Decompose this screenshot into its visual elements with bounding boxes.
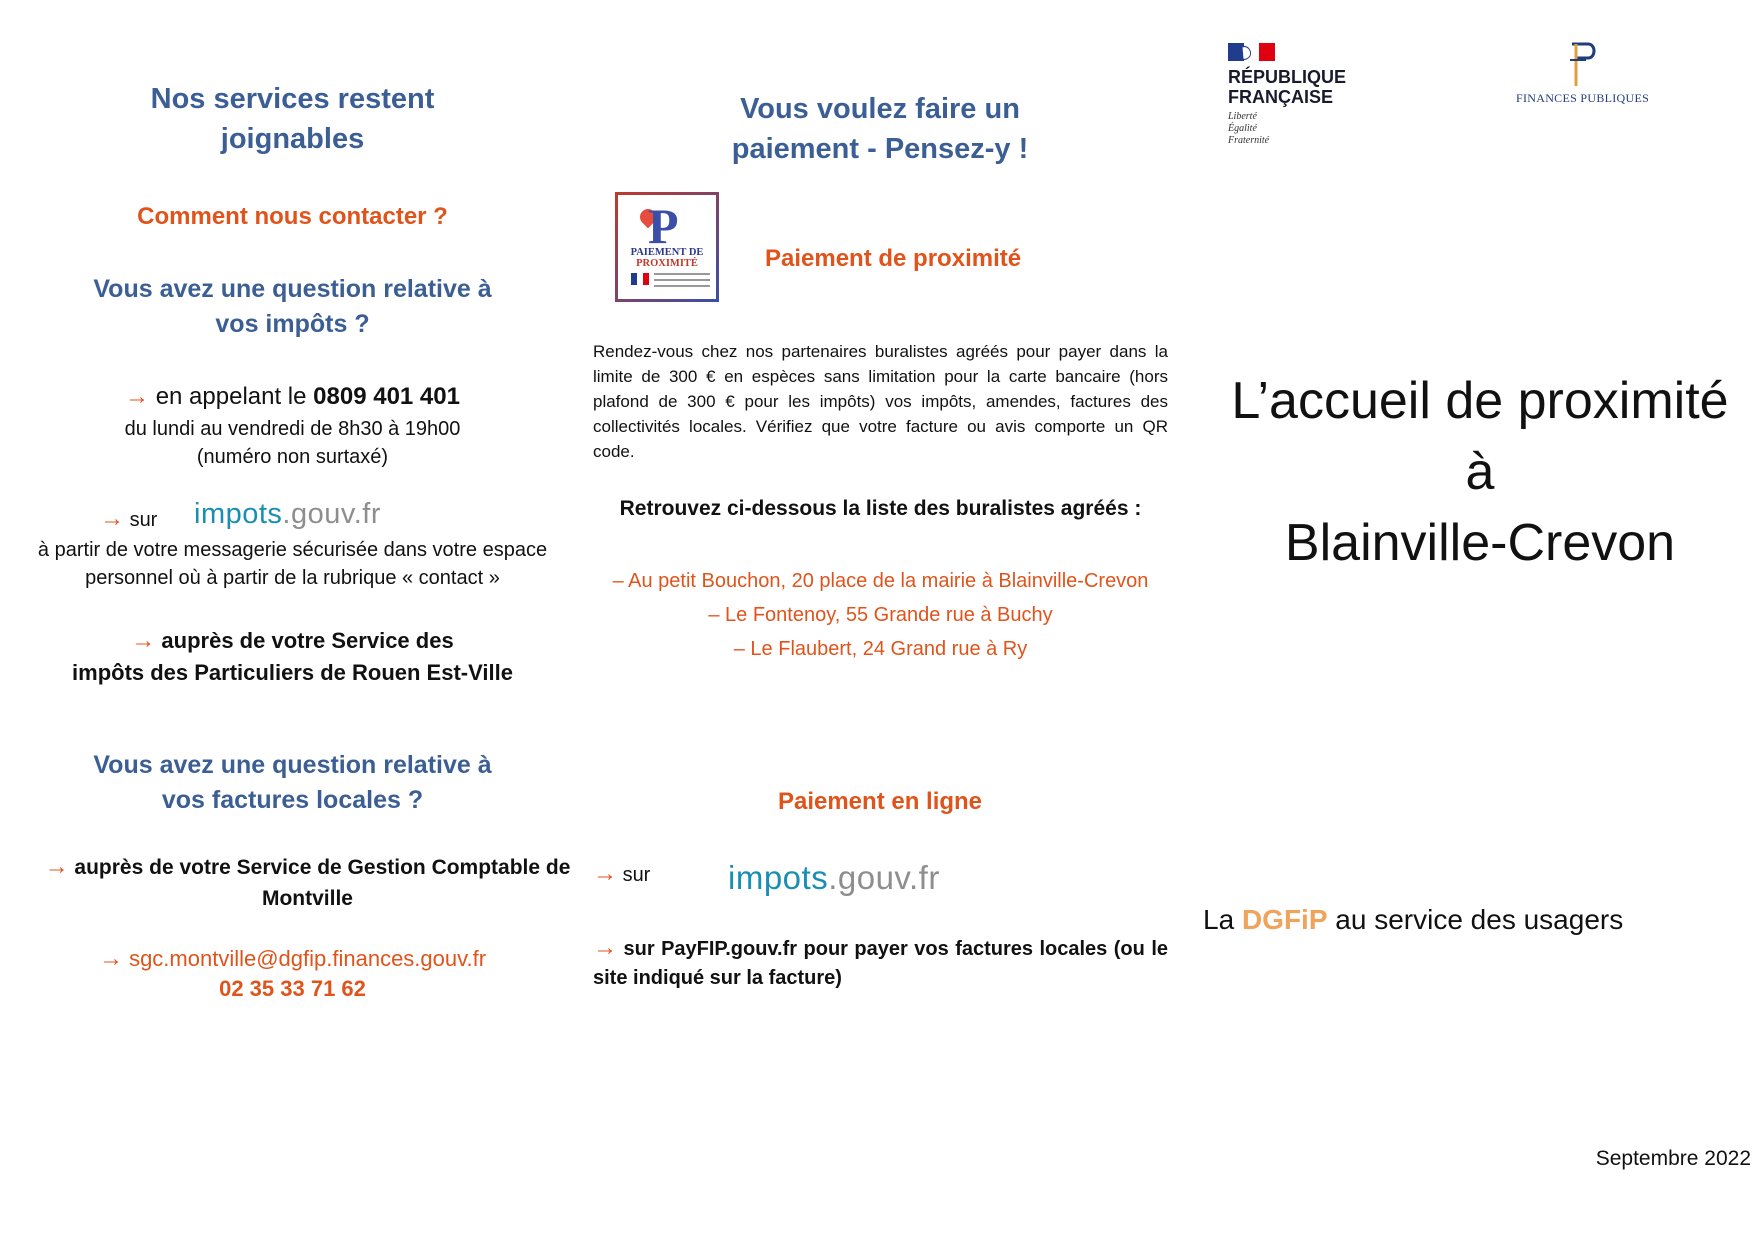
french-flag-icon xyxy=(630,273,650,285)
col1-title-line2: joignables xyxy=(220,123,365,155)
p-letter-icon: P xyxy=(648,198,679,254)
col2-title-line1: Vous voulez faire un xyxy=(740,93,1020,125)
hours: du lundi au vendredi de 8h30 à 19h00 xyxy=(124,418,461,440)
messagerie-line2: personnel où à partir de la rubrique « contact » xyxy=(85,567,500,589)
arrow-right-icon: → xyxy=(125,383,150,410)
sip-contact xyxy=(60,625,525,689)
motto-fraternite: Fraternité xyxy=(1228,135,1270,146)
impots-logo-part1: impots xyxy=(194,498,283,530)
en-ligne-heading: Paiement en ligne xyxy=(777,788,983,815)
col1-title xyxy=(60,79,525,159)
badge-label-line2: PROXIMITÉ xyxy=(636,258,698,269)
impots-gouv-logo[interactable] xyxy=(194,498,381,531)
col2-title-line2: paiement - Pensez-y ! xyxy=(731,133,1029,165)
payfip-text xyxy=(593,933,1168,993)
hours-note: (numéro non surtaxé) xyxy=(196,446,389,468)
sur-label: sur xyxy=(129,509,158,531)
sip-line2: impôts des Particuliers de Rouen Est-Ville xyxy=(72,660,513,685)
buraliste-item: – Le Flaubert, 24 Grand rue à Ry xyxy=(733,638,1028,660)
arrow-right-icon: → xyxy=(98,945,123,972)
question-factures-heading xyxy=(60,748,525,818)
sur-label: sur xyxy=(622,864,651,886)
badge-small-text xyxy=(654,273,710,275)
q1-line2: vos impôts ? xyxy=(215,310,370,338)
question-impots-heading xyxy=(60,272,525,342)
rf-line1: RÉPUBLIQUE xyxy=(1228,67,1347,87)
impots-gouv-logo[interactable] xyxy=(728,859,940,897)
republique-francaise-logo xyxy=(1228,67,1346,107)
badge-small-text xyxy=(654,279,710,281)
sip-line1: auprès de votre Service des xyxy=(161,628,454,653)
arrow-right-icon: → xyxy=(44,853,69,880)
impots-link-line xyxy=(100,505,157,533)
email-line xyxy=(60,945,525,973)
badge-label-line1: PAIEMENT DE xyxy=(630,247,704,258)
contact-heading: Comment nous contacter ? xyxy=(137,203,448,230)
main-title-line1: L’accueil de proximité xyxy=(1231,372,1729,430)
tagline xyxy=(1203,904,1623,936)
col2-title xyxy=(600,89,1160,169)
payfip-line: sur PayFIP.gouv.fr pour payer vos factures locales (ou le site indiqué sur la facture) xyxy=(593,938,1169,989)
buraliste-item: – Au petit Bouchon, 20 place de la mairie à Blainville-Crevon xyxy=(612,570,1149,592)
messagerie-text xyxy=(20,536,565,592)
badge-small-text xyxy=(654,285,710,287)
finances-publiques-label: FINANCES PUBLIQUES xyxy=(1516,91,1650,105)
impots-logo-part2: .gouv.fr xyxy=(282,498,381,530)
proximite-paragraph: Rendez-vous chez nos partenaires buralistes agréés pour payer dans la limite de 300 € en espèces sans limitation pour la carte bancaire (hors plafond de 300 € pour les impôts) vos impôts, amendes, factures des collectivités locales. Vérifiez que votre facture ou avis comporte un QR code. xyxy=(593,342,1168,461)
arrow-right-icon: → xyxy=(100,505,124,532)
messagerie-line1: à partir de votre messagerie sécurisée dans votre espace xyxy=(37,539,548,561)
sgc-line1: auprès de votre Service de Gestion Comptable de xyxy=(74,856,571,879)
impots-online-line xyxy=(593,860,650,888)
main-title-line3: Blainville-Crevon xyxy=(1284,514,1676,572)
buralistes-heading: Retrouvez ci-dessous la liste des buralistes agréés : xyxy=(619,497,1142,520)
buralistes-list xyxy=(593,564,1168,666)
phone-line xyxy=(60,383,525,411)
col1-title-line1: Nos services restent xyxy=(150,83,435,115)
badge-label xyxy=(618,247,716,269)
proximite-heading: Paiement de proximité xyxy=(765,245,1022,272)
buraliste-item: – Le Fontenoy, 55 Grande rue à Buchy xyxy=(708,604,1053,626)
publication-date: Septembre 2022 xyxy=(1595,1147,1751,1170)
paiement-proximite-logo xyxy=(615,192,719,302)
sgc-phone[interactable]: 02 35 33 71 62 xyxy=(219,976,366,1001)
q1-line1: Vous avez une question relative à xyxy=(93,275,492,303)
phone-number[interactable]: 0809 401 401 xyxy=(313,383,460,410)
phone-prefix: en appelant le xyxy=(155,383,307,410)
sgc-contact xyxy=(30,851,585,914)
motto-liberte: Liberté xyxy=(1228,111,1257,122)
sgc-email-link[interactable]: sgc.montville@dgfip.finances.gouv.fr xyxy=(129,946,487,971)
q2-line2: vos factures locales ? xyxy=(161,786,424,814)
tagline-post: au service des usagers xyxy=(1335,904,1624,935)
main-title-line2: à xyxy=(1465,443,1495,501)
finances-publiques-logo-icon xyxy=(1562,42,1598,88)
rf-line2: FRANÇAISE xyxy=(1228,87,1334,107)
sgc-line2: Montville xyxy=(261,887,353,910)
arrow-right-icon: → xyxy=(593,860,617,887)
motto-egalite: Égalité xyxy=(1228,123,1257,134)
arrow-right-icon: → xyxy=(131,627,156,654)
rf-motto xyxy=(1228,111,1269,147)
main-title xyxy=(1210,366,1750,579)
impots-logo-part2: .gouv.fr xyxy=(828,859,940,896)
q2-line1: Vous avez une question relative à xyxy=(93,751,492,779)
marianne-flag-icon xyxy=(1228,43,1275,61)
arrow-right-icon: → xyxy=(593,934,617,961)
impots-logo-part1: impots xyxy=(728,859,829,896)
tagline-pre: La xyxy=(1203,904,1235,935)
dgfip-brand: DGFiP xyxy=(1241,904,1328,935)
